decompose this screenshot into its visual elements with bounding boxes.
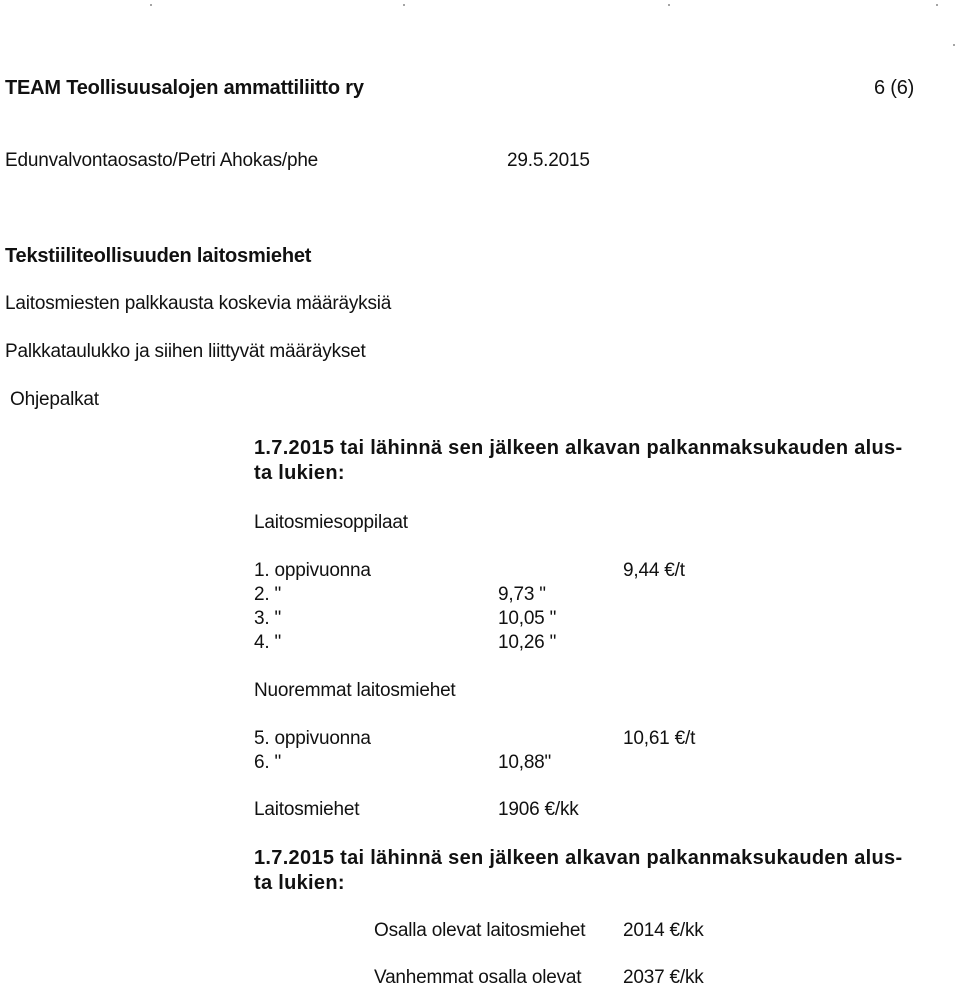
scan-speck [936,4,938,6]
table-row-wage: 10,26 " [498,632,557,653]
monthly-wage: 1906 €/kk [498,799,579,820]
section-heading: ta lukien: [254,872,345,894]
document-subtitle: Palkkataulukko ja siihen liittyvät määräykset [5,341,366,362]
section-heading: 1.7.2015 tai lähinnä sen jälkeen alkavan palkanmaksukauden alus- [254,437,903,459]
table-row-year: 4. " [254,632,282,653]
table-row-year: 3. " [254,608,282,629]
table-row-wage: 9,44 €/t [623,560,685,581]
wage-row-label: Osalla olevat laitosmiehet [374,920,586,941]
section-heading: ta lukien: [254,462,345,484]
document-subtitle: Ohjepalkat [10,389,99,410]
table-row-year: 5. oppivuonna [254,728,371,749]
table-row-year: 2. " [254,584,282,605]
wage-row-value: 2037 €/kk [623,967,704,988]
page-number: 6 (6) [874,77,915,99]
document-subtitle: Laitosmiesten palkkausta koskevia määräyksiä [5,293,392,314]
group-title: Nuoremmat laitosmiehet [254,680,456,701]
section-heading: 1.7.2015 tai lähinnä sen jälkeen alkavan palkanmaksukauden alus- [254,847,903,869]
organization-name: TEAM Teollisuusalojen ammattiliitto ry [5,77,364,99]
table-row-wage: 10,61 €/t [623,728,696,749]
scan-speck [953,44,955,46]
wage-row-label: Vanhemmat osalla olevat [374,967,582,988]
table-row-year: 6. " [254,752,282,773]
scan-speck [403,4,405,6]
scan-speck [668,4,670,6]
table-row-wage: 9,73 " [498,584,546,605]
group-title: Laitosmiehet [254,799,360,820]
document-title: Tekstiiliteollisuuden laitosmiehet [5,245,312,267]
document-date: 29.5.2015 [507,150,590,171]
table-row-wage: 10,88" [498,752,552,773]
department-author: Edunvalvontaosasto/Petri Ahokas/phe [5,150,319,171]
group-title: Laitosmiesoppilaat [254,512,408,533]
scan-speck [150,4,152,6]
table-row-wage: 10,05 " [498,608,557,629]
wage-row-value: 2014 €/kk [623,920,704,941]
table-row-year: 1. oppivuonna [254,560,371,581]
